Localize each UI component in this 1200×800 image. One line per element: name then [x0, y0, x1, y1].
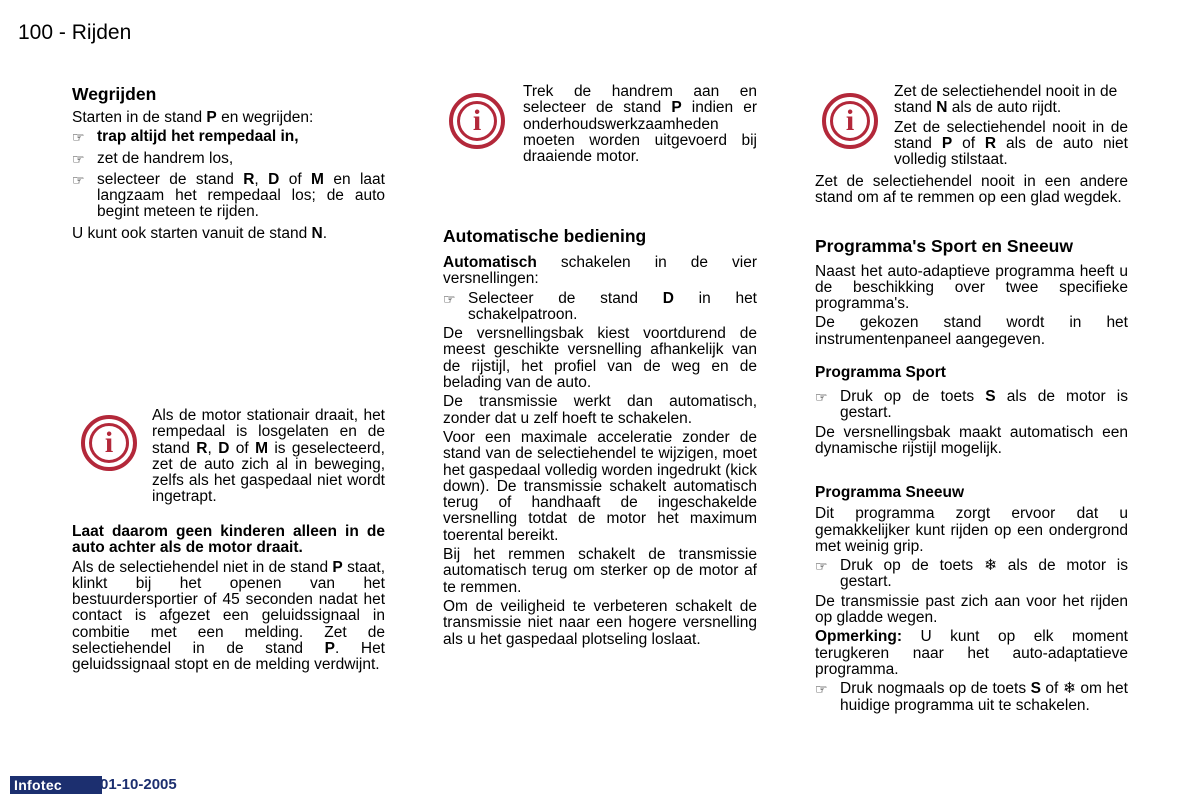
paragraph: Bij het remmen schakelt de transmissie automatisch terug om sterker op de motor af te remmen. [443, 546, 757, 596]
column-1-lower [72, 524, 385, 674]
list-item: ☞ Druk op de toets ❄ als de motor is gestart. [815, 557, 1128, 591]
selector-paragraph: Als de selectiehendel niet in de stand P staat, klinkt bij het openen van het bestuurdersportier of 45 seconden nadat het contact is afgezet een geluidssignaal in combitie met een melding. Zet de selectiehendel in de stand P. Het geluidssignaal stopt en de melding verdwijnt. [72, 558, 386, 674]
paragraph: Zet de selectiehendel nooit in een andere stand om af te remmen op een glad wegdek. [815, 173, 1128, 207]
list-item: ☞ Druk nogmaals op de toets S of ❄ om het huidige programma uit te schakelen. [815, 680, 1128, 714]
pointing-hand-icon: ☞ [815, 558, 828, 575]
paragraph: De versnellingsbak maakt automatisch een dynamische rijstijl mogelijk. [815, 423, 1128, 457]
paragraph: De gekozen stand wordt in het instrumentenpaneel aangegeven. [815, 314, 1128, 348]
list-item: ☞ selecteer de stand R, D of M en laat langzaam het rempedaal los; de auto begint meteen te rijden. [72, 170, 385, 221]
column-3 [815, 174, 1128, 714]
pointing-hand-icon: ☞ [72, 171, 85, 188]
paragraph: Voor een maximale acceleratie zonder de stand van de selectiehendel te wijzigen, moet het gaspedaal volledig worden ingedrukt (kick down). De transmissie schakelt automatisch terug of handhaaft de ingeschakelde versnelling totdat de motor het maximum toerental bereikt. [443, 428, 757, 544]
paragraph: De versnellingsbak kiest voortdurend de meest geschikte versnelling afhankelijk van de rijstijl, het profiel van de weg en de belading van de auto. [443, 325, 757, 392]
sport-heading: Programma Sport [815, 364, 946, 382]
info-box-stationair: Als de motor stationair draait, het rempedaal is losgelaten en de stand R, D of M is geselecteerd, zet de auto zich al in beweging, zelfs als het gaspedaal niet wordt ingetrapt. [152, 407, 385, 506]
info-icon: i [81, 415, 137, 471]
paragraph: Dit programma zorgt ervoor dat u gemakkelijker kunt rijden op een ondergrond met weinig grip. [815, 505, 1128, 555]
pointing-hand-icon: ☞ [815, 389, 828, 406]
snowflake-icon: ❄ [1062, 680, 1076, 698]
pointing-hand-icon: ☞ [815, 681, 828, 698]
start-n-note: U kunt ook starten vanuit de stand N. [72, 224, 328, 242]
paragraph: De transmissie werkt dan automatisch, zonder dat u zelf hoeft te schakelen. [443, 393, 757, 427]
pointing-hand-icon: ☞ [72, 129, 85, 146]
pointing-hand-icon: ☞ [72, 150, 85, 167]
list-item: ☞ zet de handrem los, [72, 149, 234, 167]
auto-intro: Automatisch schakelen in de vier versnellingen: [443, 254, 757, 288]
infotec-logo: Infotec [10, 776, 102, 794]
automatische-bediening-heading: Automatische bediening [443, 226, 647, 246]
pointing-hand-icon: ☞ [443, 290, 456, 307]
start-intro: Starten in de stand P en wegrijden: [72, 109, 314, 126]
warning-text: Laat daarom geen kinderen alleen in de auto achter als de motor draait. [72, 523, 385, 557]
list-item: ☞ Druk op de toets S als de motor is gestart. [815, 388, 1128, 422]
paragraph: Naast het auto-adaptieve programma heeft u de beschikking over twee specifieke programma's. [815, 262, 1128, 313]
paragraph: Om de veiligheid te verbeteren schakelt de transmissie niet naar een hogere versnelling als u het gaspedaal plotseling loslaat. [443, 597, 757, 648]
info-box-selectiehendel: Zet de selectiehendel nooit in de stand N als de auto rijdt. Zet de selectiehendel nooit in de stand P of R als de auto niet volledig stilstaat. [894, 83, 1128, 169]
header-separator: - [58, 21, 66, 44]
info-icon: i [822, 93, 878, 149]
wegrijden-heading: Wegrijden [72, 84, 157, 104]
list-item: ☞ Selecteer de stand D in het schakelpatroon. [443, 289, 757, 323]
page-header [18, 21, 131, 45]
programmas-heading: Programma's Sport en Sneeuw [815, 235, 1073, 256]
note-paragraph: Opmerking: U kunt op elk moment terugkeren naar het auto-adaptatieve programma. [815, 628, 1128, 678]
snowflake-icon: ❄ [983, 557, 997, 575]
page-number: 100 [18, 21, 54, 44]
sneeuw-heading: Programma Sneeuw [815, 484, 965, 502]
info-icon: i [449, 93, 505, 149]
column-2 [443, 226, 757, 648]
footer-date: 01-10-2005 [100, 776, 177, 793]
section-title: Rijden [71, 21, 132, 44]
info-box-handrem: Trek de handrem aan en selecteer de stand P indien er onderhoudswerkzaamheden moeten worden uitgevoerd bij draaiende motor. [523, 83, 757, 166]
column-1 [72, 84, 385, 242]
list-item: ☞ trap altijd het rempedaal in, [72, 128, 299, 146]
paragraph: De transmissie past zich aan voor het rijden op gladde wegen. [815, 592, 1128, 627]
